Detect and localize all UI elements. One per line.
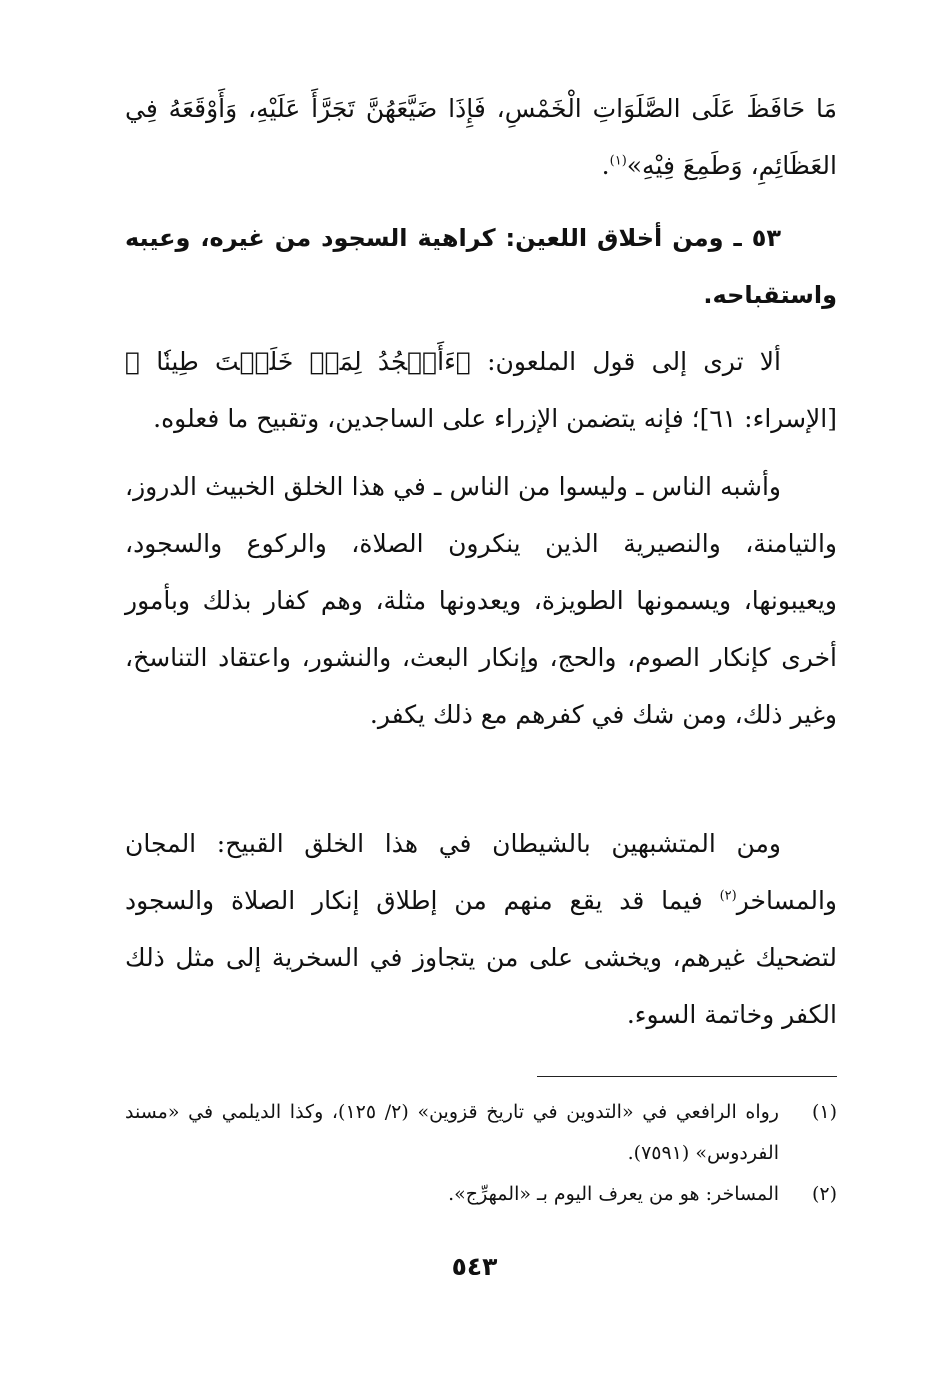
footnote-text: رواه الرافعي في «التدوين في تاريخ قزوين» (٢/ ١٢٥)، وكذا الديلمي في «مسند الفردوس» (٧٥٩١). [125, 1101, 779, 1164]
jesters-text-a: ومن المتشبهين بالشيطان في هذا الخلق القبيح: المجان والمساخر [125, 829, 837, 915]
page-number: ٥٤٣ [451, 1252, 498, 1281]
main-text [125, 80, 837, 194]
section-heading-53: ٥٣ ـ ومن أخلاق اللعين: كراهية السجود من غيره، وعيبه واستقباحه. [125, 224, 837, 309]
footnotes [125, 1092, 837, 1215]
paragraph-jesters [125, 815, 837, 1043]
section-heading-block [125, 210, 837, 324]
paragraph-resemblers: وأشبه الناس ـ وليسوا من الناس ـ في هذا الخلق الخبيث الدروز، والتيامنة، والنصيرية الذين ينكرون الصلاة، والركوع والسجود، ويعيبونها، ويسمونها الطويزة، ويعدونها مثلة، وهم كفار بذلك وبأمور أخرى كإنكار الصوم، والحج، وإنكار البعث، والنشور، واعتقاد التناسخ، وغير ذلك، ومن شك في كفرهم مع ذلك يكفر. [125, 472, 837, 729]
druze-paragraph-block [125, 458, 837, 743]
footnote-divider [537, 1076, 837, 1077]
hadith-text: مَا حَافَظَ عَلَى الصَّلَوَاتِ الْخَمْسِ، فَإِذَا ضَيَّعَهُنَّ تَجَرَّأَ عَلَيْهِ، وَأَوْقَعَهُ فِي العَظَائِمِ، وَطَمِعَ فِيْهِ» [125, 94, 837, 180]
footnote-ref-2: (٢) [719, 888, 737, 904]
paragraph-quran-citation: ألا ترى إلى قول الملعون: ﴿ءَأَسۡجُدُ لِمَنۡ خَلَقۡتَ طِينٗا ﴾[الإسراء: ٦١]؛ فإنه يتضمن الإزراء على الساجدين، وتقبيح ما فعلوه. [125, 347, 837, 433]
footnote-number: (١) [811, 1101, 837, 1123]
jesters-paragraph-block [125, 815, 837, 1043]
footnote-item [125, 1174, 837, 1215]
hadith-period: . [601, 151, 610, 180]
jesters-text-b: فيما قد يقع منهم من إطلاق إنكار الصلاة والسجود لتضحيك غيرهم، ويخشى على من يتجاوز في السخرية إلى مثل ذلك الكفر وخاتمة السوء. [125, 886, 837, 1029]
quran-paragraph-block [125, 333, 837, 447]
footnote-text: المساخر: هو من يعرف اليوم بـ «المهرِّج». [448, 1183, 779, 1205]
footnote-item [125, 1092, 837, 1174]
footnote-ref-1: (١) [609, 153, 627, 169]
footnote-number: (٢) [811, 1183, 837, 1205]
paragraph-hadith-end [125, 80, 837, 194]
